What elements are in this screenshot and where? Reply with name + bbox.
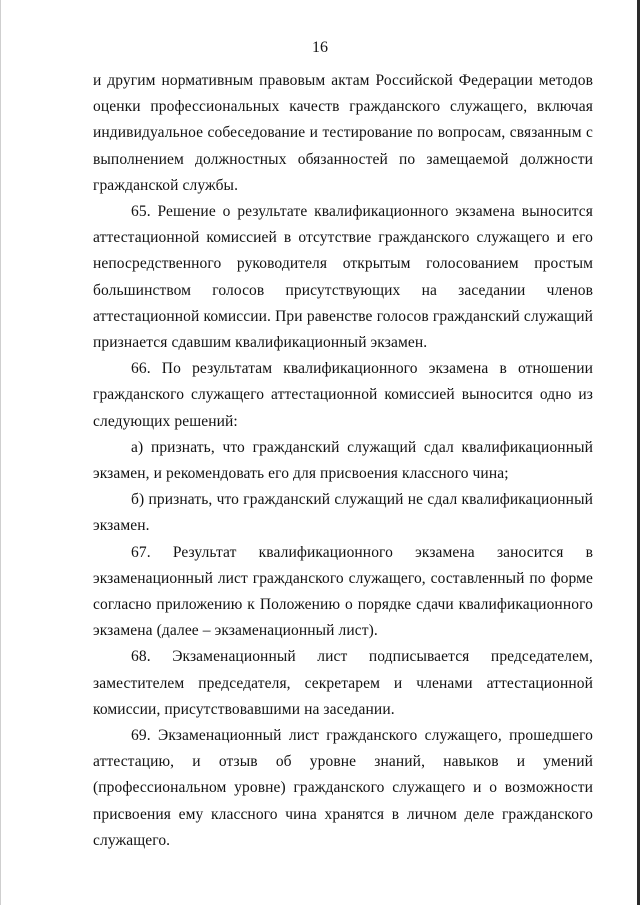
page-number: 16 bbox=[312, 39, 328, 56]
paragraph-67: 67. Результат квалификационного экзамена заносится в экзаменационный лист гражданского служащего, составленный по форме согласно приложению к Положению о порядке сдачи квалификационного экзамена (далее – экзаменационный лист). bbox=[93, 543, 593, 640]
paragraph-65: 65. Решение о результате квалификационного экзамена выносится аттестационной комиссией в отсутствие гражданского служащего и его непосредственного руководителя открытым голосованием простым большинством голосов присутствующих на заседании членов аттестационной комиссии. При равенстве голосов гражданский служащий признается сдавшим квалификационный экзамен. bbox=[93, 203, 593, 352]
paragraph-66-item-b: б) признать, что гражданский служащий не сдал квалификационный экзамен. bbox=[93, 491, 593, 535]
paragraph-69: 69. Экзаменационный лист гражданского служащего, прошедшего аттестацию, и отзыв об уровне знаний, навыков и умений (профессиональном уровне) гражданского служащего и о возможности присвоения ему классного чина хранятся в личном деле гражданского служащего. bbox=[93, 727, 593, 849]
paragraph-continuation: и другим нормативным правовым актам Российской Федерации методов оценки профессиональных качеств гражданского служащего, включая индивидуальное собеседование и тестирование по вопросам, связанным с выполнением должностных обязанностей по замещаемой должности гражданской службы. bbox=[93, 72, 593, 194]
scan-edge-left bbox=[0, 0, 1, 905]
document-body bbox=[93, 68, 593, 854]
paragraph-66-item-a: а) признать, что гражданский служащий сдал квалификационный экзамен, и рекомендовать его для присвоения классного чина; bbox=[93, 438, 593, 483]
paragraph-66: 66. По результатам квалификационного экзамена в отношении гражданского служащего аттестационной комиссией выносится одно из следующих решений: bbox=[93, 360, 593, 430]
paragraph-68: 68. Экзаменационный лист подписывается председателем, заместителем председателя, секретарем и членами аттестационной комиссии, присутствовавшими на заседании. bbox=[93, 648, 593, 718]
